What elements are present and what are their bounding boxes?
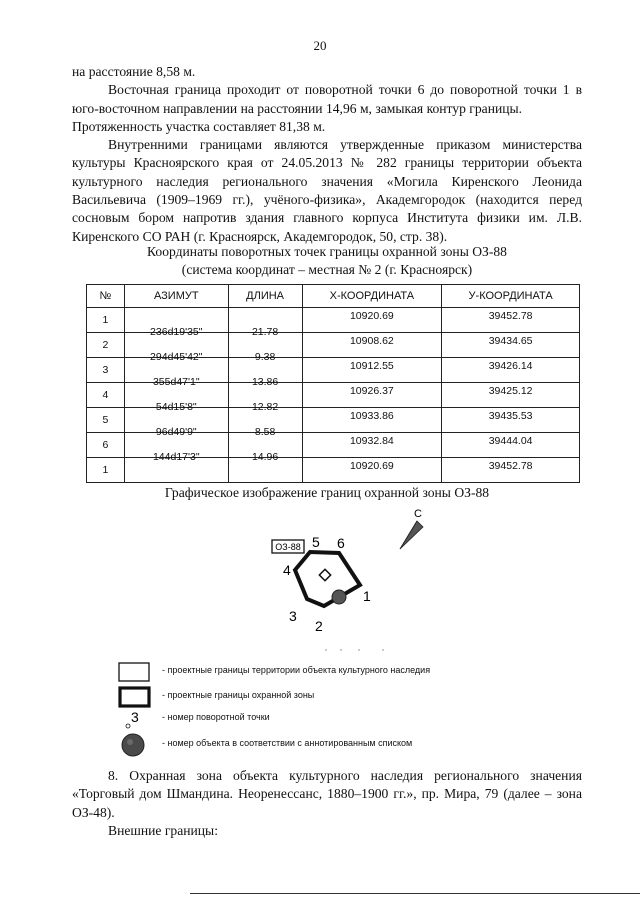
legend-item-zone: - проектные границы охранной зоны: [118, 685, 152, 709]
cell-number: 1: [87, 308, 125, 333]
zone-label-box: [272, 540, 304, 553]
coordinates-table: [86, 284, 580, 483]
legend-item-territory: - проектные границы территории объекта культурного наследия: [118, 660, 152, 684]
header-length: ДЛИНА: [228, 285, 302, 308]
cell-y: 39452.78: [442, 458, 580, 483]
turning-point-icon: [118, 707, 152, 731]
table-row: [87, 308, 580, 333]
header-number: №: [87, 285, 125, 308]
paragraph-length: Протяженность участка составляет 81,38 м.: [72, 118, 326, 134]
cell-length: 12.82: [228, 383, 302, 408]
cell-x: 10912.55: [302, 358, 442, 383]
territory-boundary-icon: [118, 660, 152, 684]
section-8-paragraph: 8. Охранная зона объекта культурного наследия регионального значения «Торговый дом Шмандина. Неоренессанс, 1880–1900 гг.», пр. Мира, 79 (далее – зона ОЗ-48).: [72, 768, 582, 820]
cell-y: 39434.65: [442, 333, 580, 358]
cell-azimuth: 294d45'42": [124, 333, 228, 358]
cell-x: 10908.62: [302, 333, 442, 358]
section-8-subheading: Внешние границы:: [108, 822, 218, 838]
svg-text:3: 3: [131, 709, 139, 725]
cell-azimuth: 144d17'3": [124, 433, 228, 458]
point-label-1: 1: [363, 588, 371, 604]
header-x: Х-КООРДИНАТА: [302, 285, 442, 308]
point-label-6: 6: [337, 535, 345, 551]
cell-length: 13.86: [228, 358, 302, 383]
cell-number: 1: [87, 458, 125, 483]
cell-number: 5: [87, 408, 125, 433]
cell-length: 9.38: [228, 333, 302, 358]
cell-azimuth: 96d49'9": [124, 408, 228, 433]
cell-number: 2: [87, 333, 125, 358]
object-marker-icon: [332, 590, 346, 604]
point-label-2: 2: [315, 618, 323, 634]
point-label-4: 4: [283, 562, 291, 578]
legend-item-point: 3 - номер поворотной точки: [118, 707, 152, 731]
object-number-icon: [118, 733, 152, 757]
cell-x: 10920.69: [302, 458, 442, 483]
cell-number: 3: [87, 358, 125, 383]
cell-azimuth: 54d15'8": [124, 383, 228, 408]
zone-map: [260, 505, 440, 655]
point-label-3: 3: [289, 608, 297, 624]
table-caption-line1: Координаты поворотных точек границы охранной зоны ОЗ-88: [147, 244, 507, 259]
cell-x: 10926.37: [302, 383, 442, 408]
figure-title: Графическое изображение границ охранной зоны ОЗ-88: [164, 485, 490, 500]
point-label-5: 5: [312, 534, 320, 550]
bottom-rule: [190, 893, 640, 894]
cell-number: 4: [87, 383, 125, 408]
cell-length: 21.78: [228, 308, 302, 333]
cell-x: 10932.84: [302, 433, 442, 458]
cell-azimuth: 236d19'35": [124, 308, 228, 333]
body-text-bottom: [72, 767, 582, 840]
cell-length: 8.58: [228, 408, 302, 433]
north-label: С: [414, 508, 422, 520]
paragraph-distance: на расстояние 8,58 м.: [72, 64, 196, 79]
cell-y: 39435.53: [442, 408, 580, 433]
body-text-top: [72, 63, 582, 246]
cell-y: 39426.14: [442, 358, 580, 383]
cell-length: 14.96: [228, 433, 302, 458]
cell-y: 39425.12: [442, 383, 580, 408]
table-caption: [72, 243, 582, 280]
paragraph-inner-boundaries: Внутренними границами являются утвержденные приказом министерства культуры Красноярского края от 24.05.2013 № 282 границы территории объекта культурного наследия регионального значения «Могила Киренского Леонида Васильевича (1909–1969 гг.), учёного-физика», Академгородок (находится перед сосновым бором напротив здания главного корпуса Института физики им. Л.В. Киренского СО РАН (г. Красноярск, Академгородок, 50, стр. 38).: [72, 137, 582, 244]
cell-x: 10933.86: [302, 408, 442, 433]
cell-number: 6: [87, 433, 125, 458]
object-territory-marker: [319, 569, 330, 580]
table-caption-line2: (система координат – местная № 2 (г. Красноярск): [181, 262, 473, 278]
header-y: У-КООРДИНАТА: [442, 285, 580, 308]
north-arrow-icon: [400, 521, 423, 549]
zone-boundary-icon: [118, 685, 152, 709]
table-header-row: [87, 285, 580, 308]
header-azimuth: АЗИМУТ: [124, 285, 228, 308]
page-number: 20: [313, 38, 327, 53]
cell-y: 39444.04: [442, 433, 580, 458]
cell-azimuth: 355d47'1": [124, 358, 228, 383]
paragraph-east-boundary: Восточная граница проходит от поворотной точки 6 до поворотной точки 1 в юго-восточном направлении на расстоянии 14,96 м, замыкая контур границы.: [72, 82, 582, 116]
cell-x: 10920.69: [302, 308, 442, 333]
legend-item-object: - номер объекта в соответствии с аннотированным списком: [118, 733, 152, 757]
cell-y: 39452.78: [442, 308, 580, 333]
zone-label: ОЗ-88: [275, 542, 301, 552]
